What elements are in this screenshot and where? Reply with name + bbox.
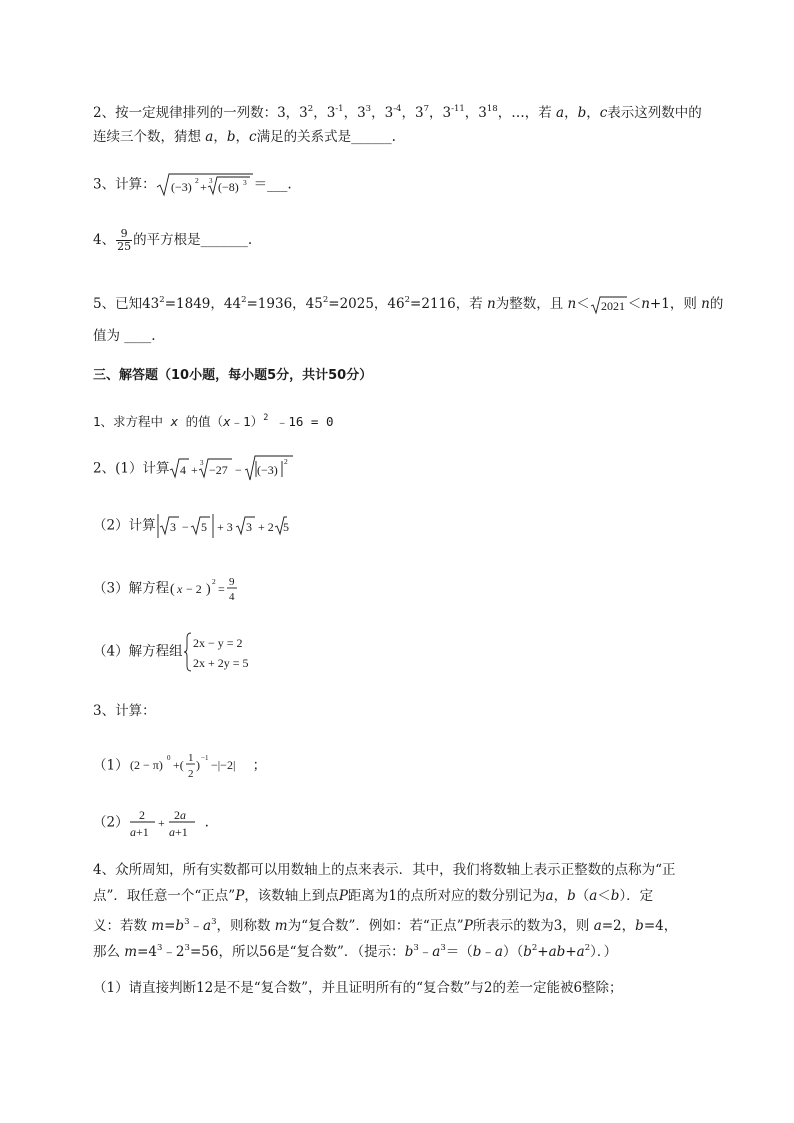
svg-text:(−3): (−3) xyxy=(170,180,192,194)
p2-sub4-prefix: （4）解方程组 xyxy=(93,643,183,660)
svg-text:x: x xyxy=(177,582,183,596)
q2-line2: 连续三个数，猜想 a，b，c满足的关系式是______. xyxy=(93,129,396,145)
svg-text:2a: 2a xyxy=(173,808,186,822)
p2-sub1 xyxy=(93,455,295,483)
p3-label: 3、计算： xyxy=(93,703,156,719)
svg-text:(: ( xyxy=(170,582,175,597)
svg-text:3: 3 xyxy=(169,520,176,534)
svg-text:=: = xyxy=(218,582,225,596)
q4-frac-numerator: 9 xyxy=(116,228,132,241)
svg-text:+: + xyxy=(157,816,165,830)
svg-text:(−8): (−8) xyxy=(217,180,239,194)
q4-suffix: 的平方根是_______. xyxy=(133,232,253,248)
svg-text:+: + xyxy=(191,463,199,477)
p1: 1、求方程中 x 的值（x﹣1）$^2$ ﹣16 = 0 xyxy=(93,413,334,429)
svg-text:0: 0 xyxy=(166,754,171,762)
svg-text:+ 2: + 2 xyxy=(257,520,274,534)
q3 xyxy=(93,172,292,198)
svg-text:4: 4 xyxy=(180,463,187,477)
svg-text:a+1: a+1 xyxy=(129,825,149,839)
svg-text:(−3): (−3) xyxy=(257,463,279,477)
svg-text:+: + xyxy=(199,180,207,194)
p3-sub1 xyxy=(93,749,266,783)
svg-text:3: 3 xyxy=(245,520,252,534)
svg-text:3: 3 xyxy=(242,178,247,187)
svg-text:−27: −27 xyxy=(209,463,229,477)
q4-fraction xyxy=(116,228,132,253)
svg-text:): ) xyxy=(195,758,200,772)
p2-sub1-expression xyxy=(169,455,295,483)
svg-text:1: 1 xyxy=(187,752,194,764)
p4-line2: 点”．取任意一个“正点”P，该数轴上到点P距离为1的点所对应的数分别记为a，b（a＜b）．定 xyxy=(93,888,654,904)
q2-line1: 2、按一定规律排列的一列数：3，$3^2$，$3^{-1}$，$3^3$，$3^{-4}$，$3^7$，$3^{-11}$，$3^{18}$，…，若 a，b，c表示这列数中的 xyxy=(93,104,702,121)
p2-sys-eq1: 2x − y = 2 xyxy=(192,636,243,650)
q5-root-value: 2021 xyxy=(600,298,625,313)
p2-sub4 xyxy=(93,632,253,672)
svg-text:): ) xyxy=(206,582,211,597)
p4-sub1: （1）请直接判断12是不是“复合数”，并且证明所有的“复合数”与2的差一定能被6整除； xyxy=(93,980,623,996)
p2-sub3-expression xyxy=(169,572,241,606)
section3-heading: 三、解答题（10小题，每小题5分，共计50分） xyxy=(93,368,373,383)
q3-suffix: ＝___. xyxy=(253,176,292,193)
svg-text:+ 3: + 3 xyxy=(216,520,233,534)
p3-sub1-tail: ； xyxy=(252,757,267,774)
p3-sub2-prefix: （2） xyxy=(93,814,129,831)
p3-sub1-prefix: （1） xyxy=(93,757,129,774)
q4-frac-denominator: 25 xyxy=(117,240,132,253)
p2-sub2 xyxy=(93,513,288,539)
svg-text:5: 5 xyxy=(200,520,207,534)
p2-sys-eq2: 2x + 2y = 5 xyxy=(192,656,249,670)
svg-text:(2 − π): (2 − π) xyxy=(129,758,163,772)
p2-sub3 xyxy=(93,572,241,606)
svg-text:2: 2 xyxy=(212,577,216,586)
svg-text:−1: −1 xyxy=(200,754,209,762)
svg-text:−|−2|: −|−2| xyxy=(210,758,235,772)
p2-sub2-expression xyxy=(156,513,288,539)
p4-line4: 那么 $m=4^3﹣2^3=56$，所以56是“复合数”．（提示：$b^3﹣a^3=(b﹣a)(b^2+ab+a^2)$．） xyxy=(93,943,618,960)
p4-line1: 4、众所周知，所有实数都可以用数轴上的点来表示．其中，我们将数轴上表示正整数的点称为“正 xyxy=(93,862,676,878)
p2-sub2-prefix: （2）计算 xyxy=(93,517,156,534)
p3-sub2-tail: . xyxy=(204,814,209,831)
q4-prefix: 4、 xyxy=(93,232,116,248)
svg-text:−: − xyxy=(235,463,243,477)
svg-text:− 2: − 2 xyxy=(186,582,202,596)
svg-text:2: 2 xyxy=(284,457,289,466)
svg-text:−: − xyxy=(181,520,189,534)
svg-text:+(: +( xyxy=(172,758,184,772)
svg-text:3: 3 xyxy=(200,459,204,467)
p3-sub2 xyxy=(93,806,209,840)
svg-text:9: 9 xyxy=(229,576,235,588)
svg-text:3: 3 xyxy=(208,177,213,185)
p2-sub1-prefix: 2、(1）计算 xyxy=(93,460,170,477)
svg-text:2: 2 xyxy=(138,808,145,822)
q3-radical-expression xyxy=(156,172,254,198)
q4 xyxy=(93,228,252,253)
svg-text:5: 5 xyxy=(282,520,289,534)
svg-text:2: 2 xyxy=(187,768,194,780)
q5-line1: 5、已知$43^2=1849$，$44^2=1936$，$45^2=2025$，$46^2=2116$，若 n为整数，且 n＜ 2021 ＜n+1，则 n的 xyxy=(93,295,724,313)
q5-sqrt xyxy=(590,295,628,315)
svg-text:a+1: a+1 xyxy=(168,825,188,839)
q5-line2: 值为 ____. xyxy=(93,328,156,344)
p2-sub4-system xyxy=(183,632,253,672)
p3-sub1-expression xyxy=(129,749,253,783)
p2-sub3-prefix: （3）解方程 xyxy=(93,580,170,597)
svg-text:4: 4 xyxy=(229,591,235,603)
q3-prefix: 3、计算： xyxy=(93,176,156,193)
p4-line3: 义：若数 $m=b^3﹣a^3$，则称数 m为“复合数”．例如：若“正点”P所表示的数为3，则 a=2，b=4， xyxy=(93,917,678,934)
svg-text:2: 2 xyxy=(194,176,199,185)
p3-sub2-expression xyxy=(129,806,205,840)
